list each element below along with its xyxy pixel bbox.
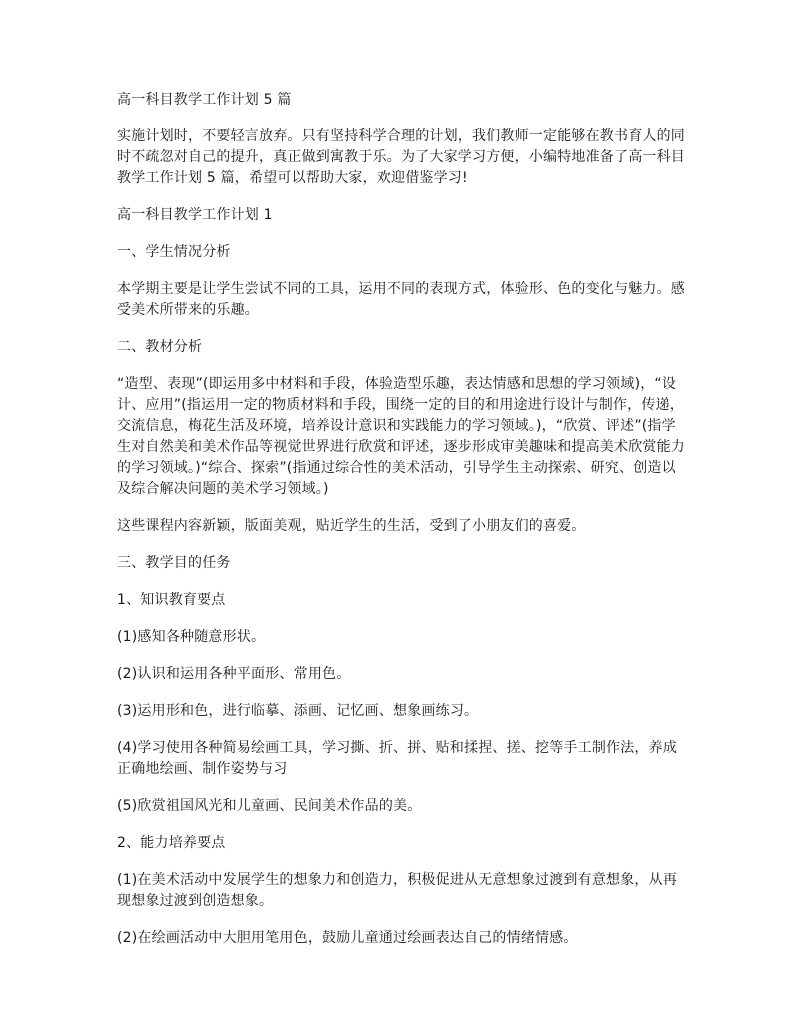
ability-points-heading: 2、能力培养要点 <box>117 835 226 851</box>
section-heading-material-analysis: 二、教材分析 <box>117 339 203 355</box>
knowledge-points-heading: 1、知识教育要点 <box>117 592 226 608</box>
knowledge-item: (2)认识和运用各种平面形、常用色。 <box>117 666 351 682</box>
document-content <box>117 90 687 965</box>
document-title: 高一科目教学工作计划 5 篇 <box>117 92 292 108</box>
section-heading-student-analysis: 一、学生情况分析 <box>117 244 231 260</box>
knowledge-item: (4)学习使用各种简易绘画工具，学习撕、折、拼、贴和揉捏、搓、挖等手工制作法，养成正确地绘画、制作姿势与习 <box>117 740 678 777</box>
ability-item: (1)在美术活动中发展学生的想象力和创造力，积极促进从无意想象过渡到有意想象，从再现想象过渡到创造想象。 <box>117 872 678 909</box>
knowledge-item: (3)运用形和色，进行临摹、添画、记忆画、想象画练习。 <box>117 703 479 719</box>
plan-heading: 高一科目教学工作计划 1 <box>117 207 273 223</box>
material-analysis-paragraph: “造型、表现”(即运用多中材料和手段，体验造型乐趣，表达情感和思想的学习领域)，“设计、应用”(指运用一定的物质材料和手段，围绕一定的目的和用途进行设计与制作，传递，交流信息，梅花生活及环境，培养设计意识和实践能力的学习领域。)，“欣赏、评述”(指学生对自然美和美术作品等视觉世界进行欣赏和评述，逐步形成审美趣味和提高美术欣赏能力的学习领域。)“综合、探索”(指通过综合性的美术活动，引导学生主动探索、研究、创造以及综合解决问题的美术学习领域。) <box>117 376 685 497</box>
section-heading-teaching-goals: 三、教学目的任务 <box>117 555 231 571</box>
ability-item: (2)在绘画活动中大胆用笔用色，鼓励儿童通过绘画表达自己的情绪情感。 <box>117 930 578 946</box>
student-analysis-paragraph: 本学期主要是让学生尝试不同的工具，运用不同的表现方式，体验形、色的变化与魅力。感受美术所带来的乐趣。 <box>117 281 685 318</box>
material-analysis-summary: 这些课程内容新颖，版面美观，贴近学生的生活，受到了小朋友们的喜爱。 <box>117 518 586 534</box>
knowledge-item: (5)欣赏祖国风光和儿童画、民间美术作品的美。 <box>117 798 422 814</box>
knowledge-item: (1)感知各种随意形状。 <box>117 629 266 645</box>
intro-paragraph: 实施计划时，不要轻言放弃。只有坚持科学合理的计划，我们教师一定能够在教书育人的同时不疏忽对自己的提升，真正做到寓教于乐。为了大家学习方便，小编特地准备了高一科目教学工作计划 5 篇，希望可以帮助大家，欢迎借鉴学习! <box>117 128 685 186</box>
